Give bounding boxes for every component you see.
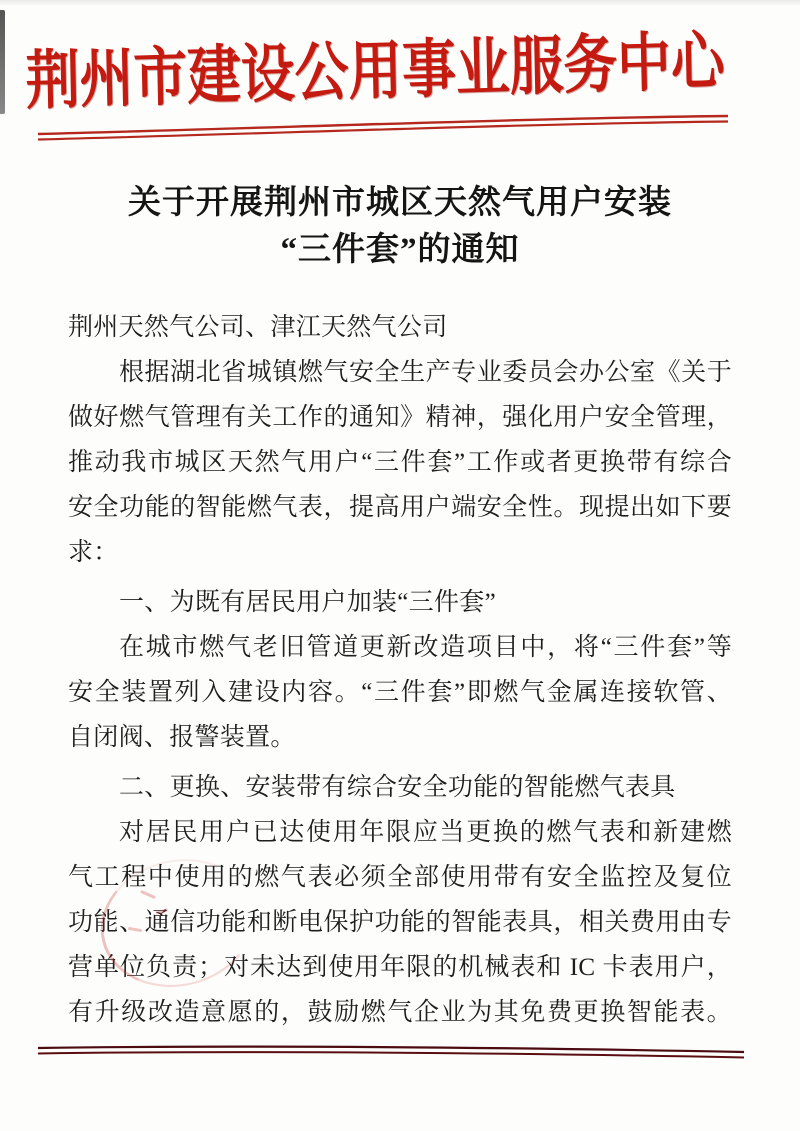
title-line-1: 关于开展荆州市城区天然气用户安装 bbox=[128, 185, 672, 221]
document-line: 气工程中使用的燃气表必须全部使用带有安全监控及复位 bbox=[68, 864, 732, 891]
document-line: 有升级改造意愿的，鼓励燃气企业为其免费更换智能表。 bbox=[68, 999, 732, 1026]
document-line: 功能、通信功能和断电保护功能的智能表具，相关费用由专 bbox=[68, 909, 732, 936]
document-title bbox=[0, 180, 800, 274]
document-line: 对居民用户已达使用年限应当更换的燃气表和新建燃 bbox=[119, 819, 732, 846]
document-line: 一、为既有居民用户加装“三件套” bbox=[119, 589, 496, 616]
scan-edge-artifact bbox=[0, 10, 5, 114]
document-line: 自闭阀、报警装置。 bbox=[68, 724, 296, 751]
document-line: 二、更换、安装带有综合安全功能的智能燃气表具 bbox=[119, 774, 676, 801]
letterhead-rule bbox=[34, 112, 734, 144]
document-line: 求： bbox=[68, 539, 119, 566]
document-line: 根据湖北省城镇燃气安全生产专业委员会办公室《关于 bbox=[119, 359, 732, 386]
document-line: 安全功能的智能燃气表，提高用户端安全性。现提出如下要 bbox=[68, 494, 732, 521]
letterhead-org-name: 荆州市建设公用事业服务中心 bbox=[25, 25, 726, 117]
rule-line-top bbox=[38, 116, 728, 134]
bottom-rule bbox=[38, 1042, 744, 1062]
scan-top-shading bbox=[0, 0, 800, 6]
document-line: 做好燃气管理有关工作的通知》精神，强化用户安全管理， bbox=[68, 404, 732, 431]
title-line-2: “三件套”的通知 bbox=[280, 232, 520, 268]
addressee-line: 荆州天然气公司、津江天然气公司 bbox=[68, 314, 448, 341]
document-line: 推动我市城区天然气用户“三件套”工作或者更换带有综合 bbox=[68, 449, 732, 476]
bottom-rule-line-top bbox=[38, 1047, 744, 1052]
document-line: 在城市燃气老旧管道更新改造项目中，将“三件套”等 bbox=[119, 634, 732, 661]
document-line: 营单位负责；对未达到使用年限的机械表和 IC 卡表用户， bbox=[68, 954, 732, 981]
document-line: 安全装置列入建设内容。“三件套”即燃气金属连接软管、 bbox=[68, 679, 732, 706]
bottom-rule-line-bottom bbox=[38, 1052, 744, 1057]
